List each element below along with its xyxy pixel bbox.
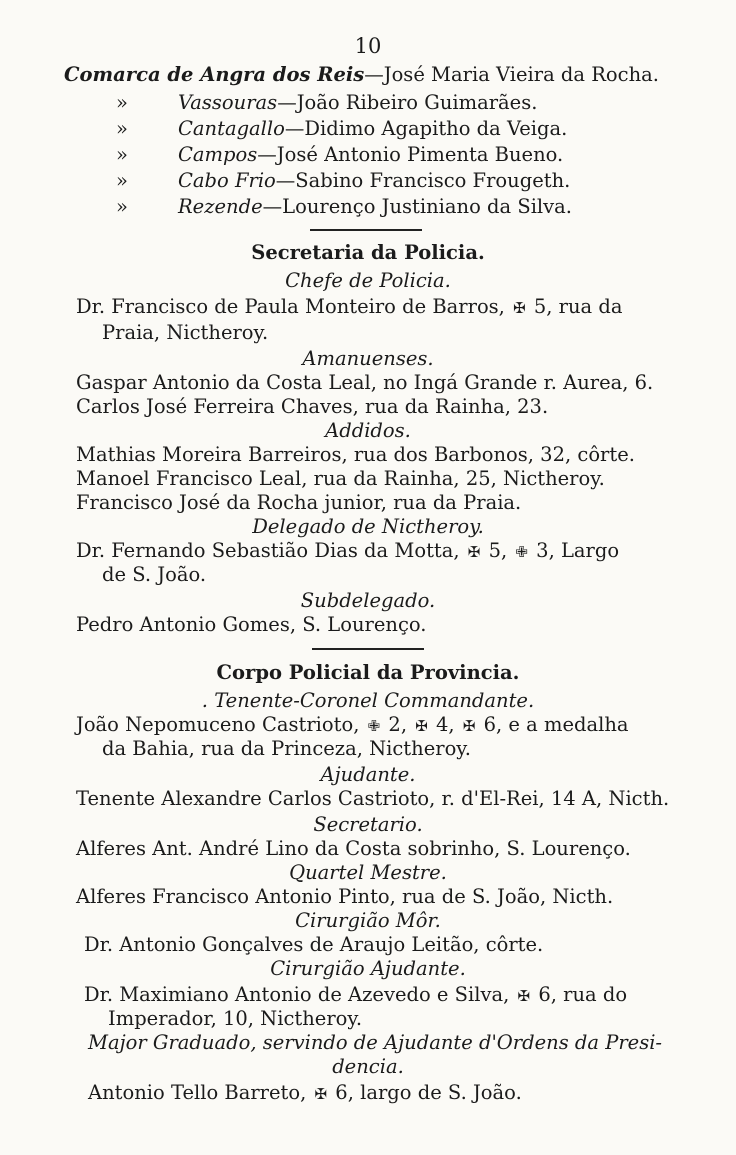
subsection-title: Chefe de Policia.: [285, 269, 451, 292]
page-number: 10: [354, 34, 382, 58]
subsection-title: Secretario.: [313, 813, 423, 836]
order-cross-icon: ✠: [314, 1085, 328, 1103]
comarca-line: [178, 168, 570, 194]
comarca-person: —Lourenço Justiniano da Silva.: [262, 195, 573, 218]
entry-text: Dr. Francisco de Paula Monteiro de Barros,: [76, 295, 505, 318]
subsection-title: Addidos.: [325, 419, 411, 442]
ditto-mark: »: [116, 143, 128, 166]
comarca-line: [178, 194, 572, 220]
order-cross-icon: ✠: [467, 543, 481, 561]
entry-text: 5,: [488, 539, 508, 562]
entry-line: Tenente Alexandre Carlos Castrioto, r. d'El-Rei, 14 A, Nicth.: [76, 787, 670, 810]
entry-line: Carlos José Ferreira Chaves, rua da Rainha, 23.: [76, 395, 549, 418]
entry-text: 6, e a medalha: [483, 713, 629, 736]
entry-line: [76, 294, 623, 321]
subsection-title: Delegado de Nictheroy.: [252, 515, 484, 538]
entry-line: Mathias Moreira Barreiros, rua dos Barbonos, 32, côrte.: [76, 443, 635, 466]
subsection-title: Amanuenses.: [302, 347, 434, 370]
entry-text: 2,: [388, 713, 408, 736]
entry-line: Pedro Antonio Gomes, S. Lourenço.: [76, 613, 427, 636]
entry-line: Alferes Francisco Antonio Pinto, rua de S. João, Nicth.: [76, 885, 614, 908]
comarca-name: Rezende: [178, 195, 263, 218]
entry-line: Major Graduado, servindo de Ajudante d'Ordens da Presi-: [88, 1031, 663, 1054]
entry-line: Gaspar Antonio da Costa Leal, no Ingá Grande r. Aurea, 6.: [76, 371, 654, 394]
subsection-title: Cirurgião Môr.: [295, 909, 441, 932]
entry-line: dencia.: [332, 1055, 404, 1078]
entry-line: Praia, Nictheroy.: [102, 321, 269, 344]
entry-text: 3, Largo: [536, 539, 620, 562]
comarca-name: Campos: [178, 143, 258, 166]
comarca-person: —João Ribeiro Guimarães.: [277, 91, 538, 114]
entry-line: Manoel Francisco Leal, rua da Rainha, 25, Nictheroy.: [76, 467, 605, 490]
section-divider: [310, 229, 422, 231]
entry-text: Antonio Tello Barreto,: [88, 1081, 307, 1104]
comarca-person: —Sabino Francisco Frougeth.: [275, 169, 571, 192]
section-heading: Secretaria da Policia.: [251, 241, 485, 264]
subsection-title: . Tenente-Coronel Commandante.: [201, 689, 535, 712]
comarca-person: —José Maria Vieira da Rocha.: [364, 63, 659, 86]
comarca-name: Vassouras: [178, 91, 278, 114]
entry-line: [76, 538, 619, 565]
entry-line: [84, 982, 627, 1009]
section-divider: [312, 648, 424, 650]
section-heading: Corpo Policial da Provincia.: [216, 661, 520, 684]
entry-line: [76, 712, 629, 739]
order-rose-icon: ✙: [367, 717, 381, 735]
order-rose-icon: ✙: [515, 543, 528, 561]
subsection-title: Quartel Mestre.: [289, 861, 447, 884]
comarca-name: Cantagallo: [178, 117, 285, 140]
order-cross-icon: ✠: [517, 987, 531, 1005]
comarca-line: [178, 116, 567, 142]
entry-text: 4,: [436, 713, 455, 736]
order-cross-icon: ✠: [415, 717, 428, 735]
comarca-person: —José Antonio Pimenta Bueno.: [257, 143, 564, 166]
entry-line: Francisco José da Rocha junior, rua da Praia.: [76, 491, 522, 514]
subsection-title: Subdelegado.: [300, 589, 436, 612]
entry-line: [88, 1080, 522, 1107]
ditto-mark: »: [116, 117, 128, 140]
comarca-person: —Didimo Agapitho da Veiga.: [284, 117, 568, 140]
ditto-mark: »: [116, 91, 128, 114]
ditto-mark: »: [116, 195, 128, 218]
entry-line: Imperador, 10, Nictheroy.: [108, 1007, 363, 1030]
entry-line: de S. João.: [102, 563, 207, 586]
entry-text: João Nepomuceno Castrioto,: [76, 713, 360, 736]
order-cross-icon: ✠: [462, 717, 476, 735]
entry-text: Dr. Fernando Sebastião Dias da Motta,: [76, 539, 460, 562]
entry-line: Dr. Antonio Gonçalves de Araujo Leitão, côrte.: [84, 933, 544, 956]
subsection-title: Cirurgião Ajudante.: [270, 957, 466, 980]
comarca-line: [178, 142, 563, 168]
entry-text: 6, rua do: [538, 983, 628, 1006]
ditto-mark: »: [116, 169, 128, 192]
entry-text: 6, largo de S. João.: [335, 1081, 522, 1104]
entry-text: Dr. Maximiano Antonio de Azevedo e Silva,: [84, 983, 510, 1006]
comarca-line: [178, 90, 537, 116]
comarca-name: Cabo Frio: [178, 169, 276, 192]
entry-line: da Bahia, rua da Princeza, Nictheroy.: [102, 737, 471, 760]
comarca-name: Comarca de Angra dos Reis: [64, 63, 365, 86]
subsection-title: Ajudante.: [320, 763, 416, 786]
entry-text: 5, rua da: [533, 295, 623, 318]
comarca-line: [64, 62, 659, 88]
entry-line: Alferes Ant. André Lino da Costa sobrinho, S. Lourenço.: [76, 837, 631, 860]
order-cross-icon: ✠: [513, 299, 526, 317]
